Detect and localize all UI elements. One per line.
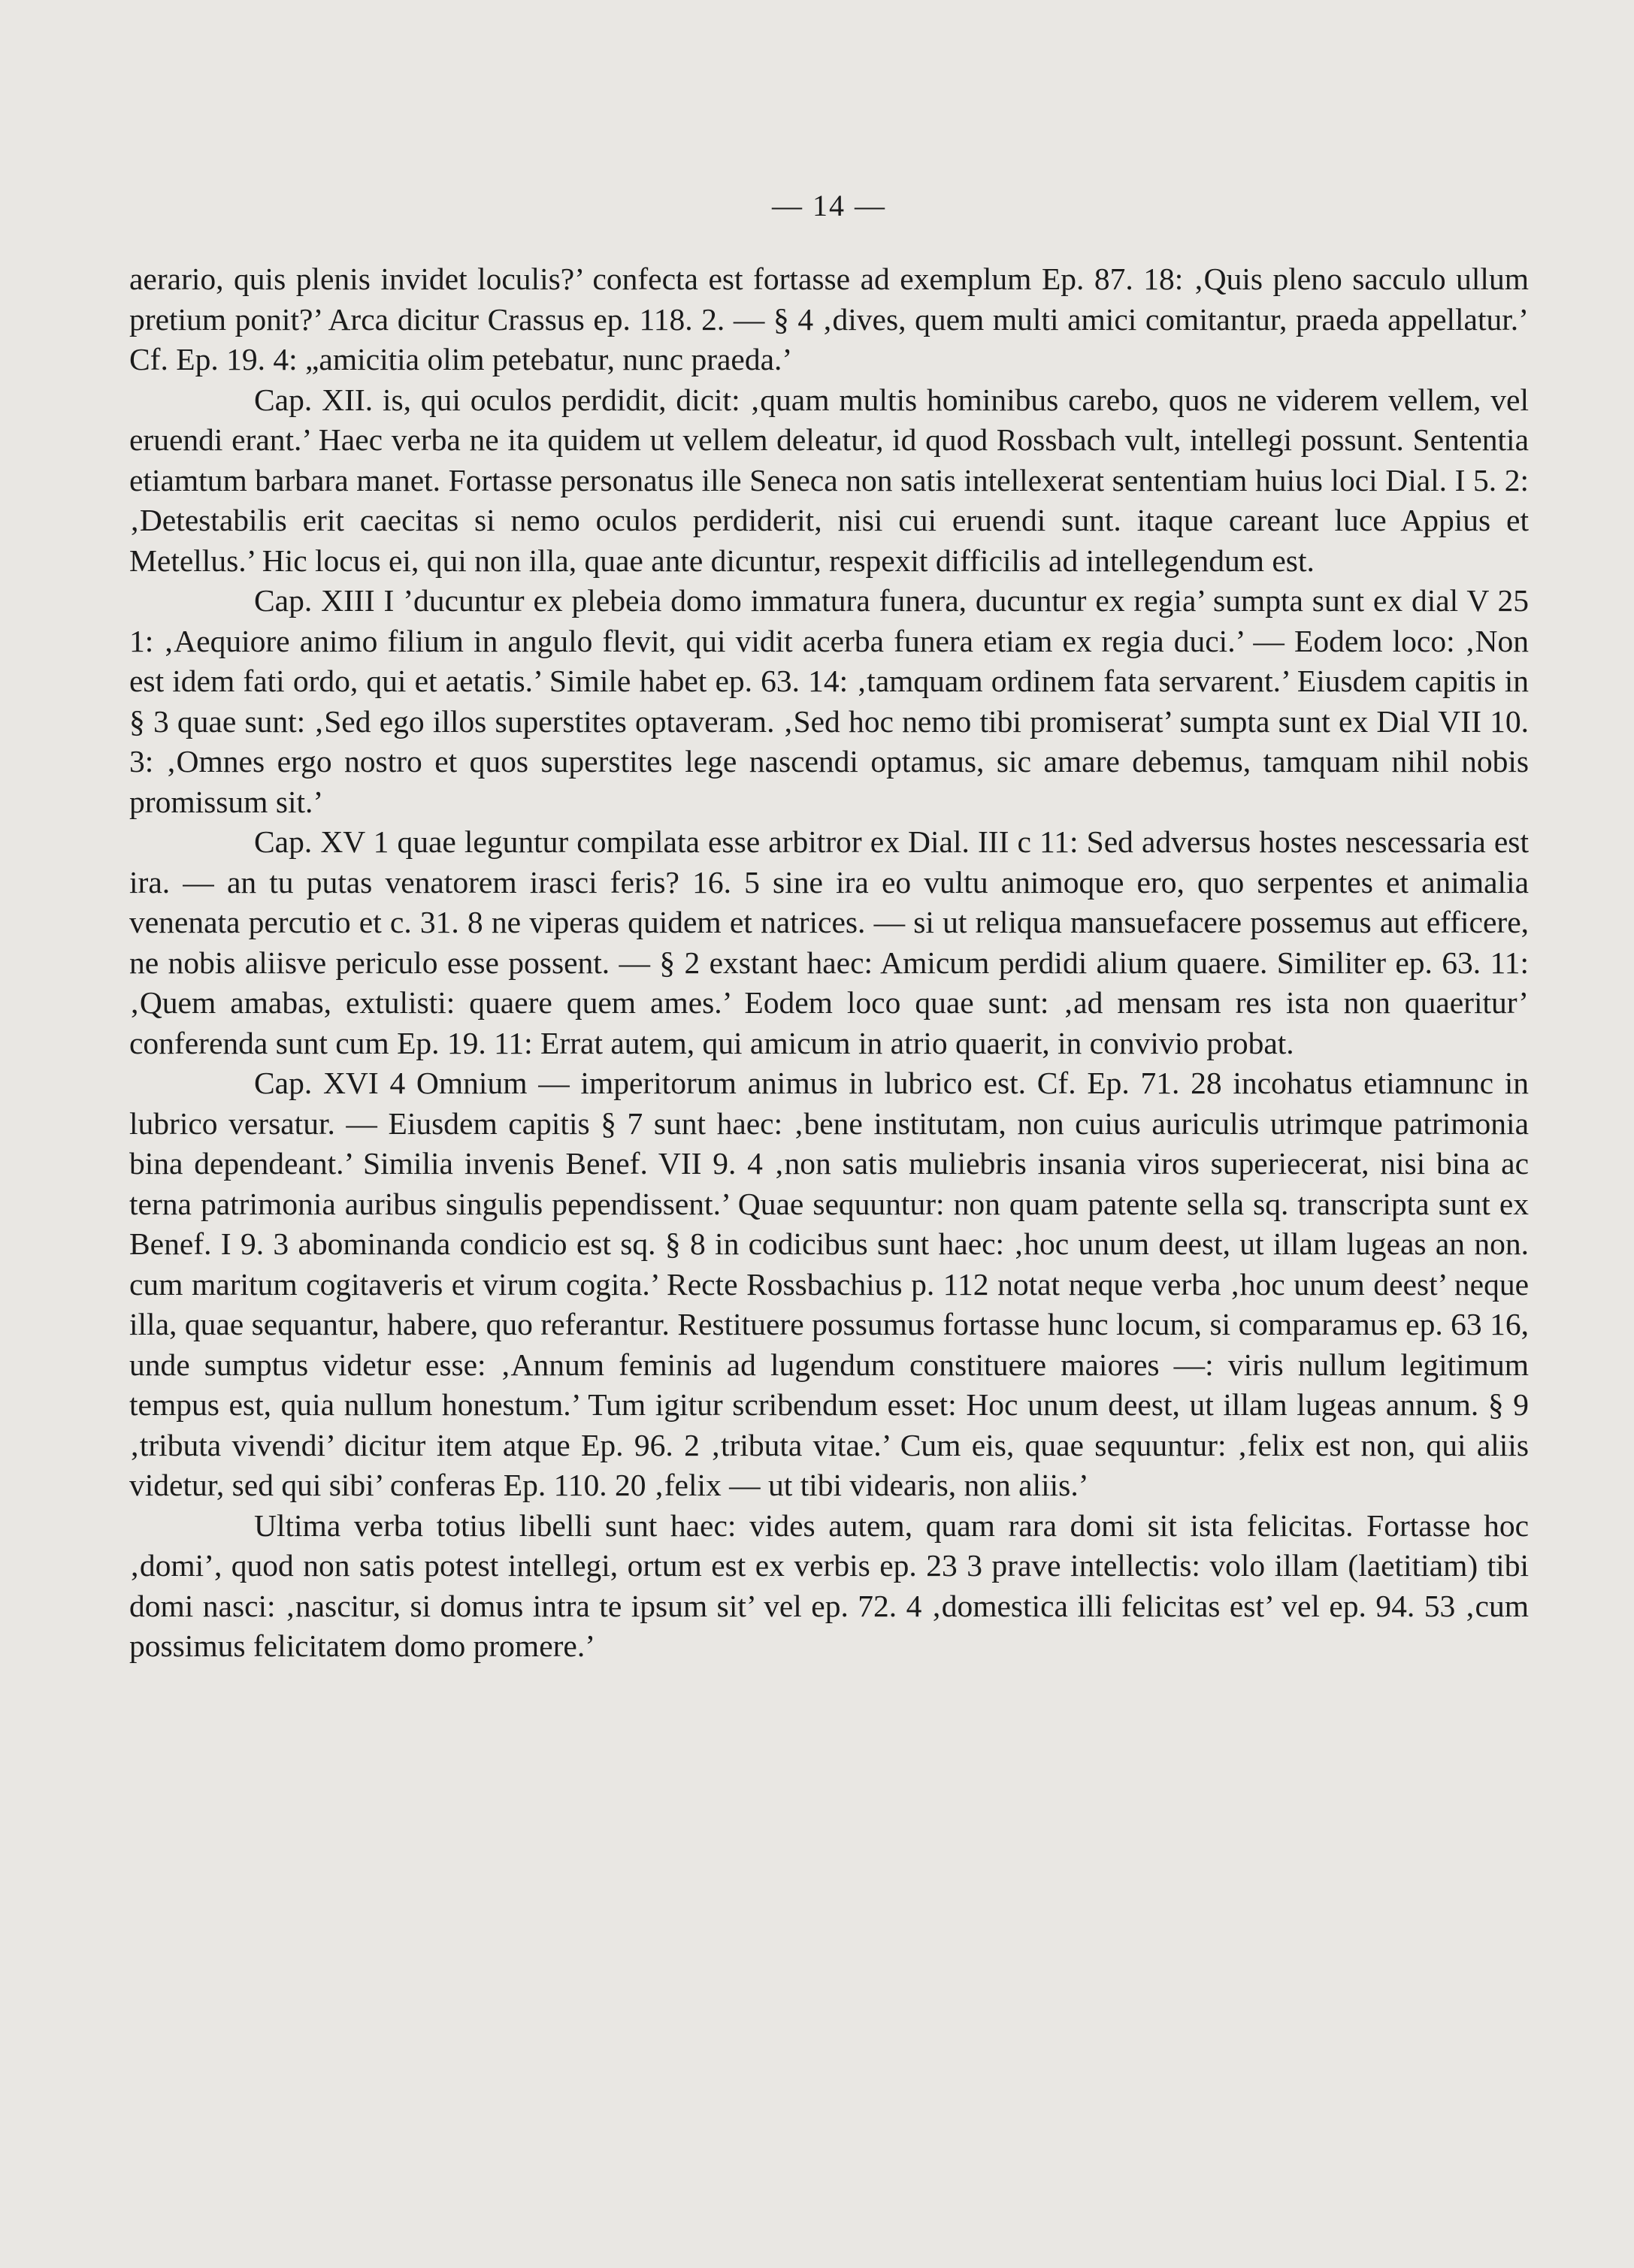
paragraph-cap-xv: Cap. XV 1 quae leguntur compilata esse arbitror ex Dial. III c 11: Sed adversus hostes nescessaria est ira. — an tu putas venatorem irasci feris? 16. 5 sine ira eo vultu animoque ero, quo serpentes et animalia venenata percutio et c. 31. 8 ne viperas quidem et natrices. — si ut reliqua mansuefacere possemus aut efficere, ne nobis aliisve periculo esse possent. — § 2 exstant haec: Amicum perdidi alium quaere. Similiter ep. 63. 11: ‚Quem amabas, extulisti: quaere quem ames.’ Eodem loco quae sunt: ‚ad mensam res ista non quaeritur’ conferenda sunt cum Ep. 19. 11: Errat autem, qui amicum in atrio quaerit, in convivio probat. (129, 824, 1529, 1060)
paragraph-cap-xii: Cap. XII. is, qui oculos perdidit, dicit: ‚quam multis hominibus carebo, quos ne viderem vellem, vel eruendi erant.’ Haec verba ne ita quidem ut vellem deleatur, id quod Rossbach vult, intellegi possunt. Sententia etiamtum barbara manet. Fortasse personatus ille Seneca non satis intellexerat sententiam huius loci Dial. I 5. 2: ‚Detestabilis erit caecitas si nemo oculos perdiderit, nisi cui eruendi sunt. itaque careant luce Appius et Metellus.’ Hic locus ei, qui non illa, quae ante dicuntur, respexit difficilis ad intellegendum est. (129, 382, 1529, 578)
paragraph-ultima-verba: Ultima verba totius libelli sunt haec: vides autem, quam rara domi sit ista felicitas. Fortasse hoc ‚domi’, quod non satis potest intellegi, ortum est ex verbis ep. 23 3 prave intellectis: volo illam (laetitiam) tibi domi nasci: ‚nascitur, si domus intra te ipsum sit’ vel ep. 72. 4 ‚domestica illi felicitas est’ vel ep. 94. 53 ‚cum possimus felicitatem domo promere.’ (129, 1507, 1529, 1663)
paragraph-cap-xvi: Cap. XVI 4 Omnium — imperitorum animus in lubrico est. Cf. Ep. 71. 28 incohatus etiamnunc in lubrico versatur. — Eiusdem capitis § 7 sunt haec: ‚bene institutam, non cuius auriculis utrimque patrimonia bina dependeant.’ Similia invenis Benef. VII 9. 4 ‚non satis muliebris insania viros superiecerat, nisi bina ac terna patrimonia auribus singulis pependissent.’ Quae sequuntur: non quam patente sella sq. transcripta sunt ex Benef. I 9. 3 abominanda condicio est sq. § 8 in codicibus sunt haec: ‚hoc unum deest, ut illam lugeas an non. cum maritum cogitaveris et virum cogita.’ Recte Rossbachius p. 112 notat neque verba ‚hoc unum deest’ neque illa, quae sequantur, habere, quo referantur. Restituere possumus fortasse hunc locum, si comparamus ep. 63 16, unde sumptus videtur esse: ‚Annum feminis ad lugendum constituere maiores —: viris nullum legitimum tempus est, quia nullum honestum.’ Tum igitur scribendum esset: Hoc unum deest, ut illam lugeas annum. § 9 ‚tributa vivendi’ dicitur item atque Ep. 96. 2 ‚tributa vitae.’ Cum eis, quae sequuntur: ‚felix est non, qui aliis videtur, sed qui sibi’ conferas Ep. 110. 20 ‚felix — ut tibi videaris, non aliis.’ (129, 1066, 1529, 1502)
paragraph-continuation: aerario, quis plenis invidet loculis?’ confecta est fortasse ad exemplum Ep. 87. 18: ‚Quis pleno sacculo ullum pretium ponit?’ Arca dicitur Crassus ep. 118. 2. — § 4 ‚dives, quem multi amici comitantur, praeda appellatur.’ Cf. Ep. 19. 4: „amicitia olim petebatur, nunc praeda.’ (129, 262, 1529, 376)
page-number: — 14 — (772, 189, 886, 222)
paragraph-cap-xiii: Cap. XIII I ’ducuntur ex plebeia domo immatura funera, ducuntur ex regia’ sumpta sunt ex dial V 25 1: ‚Aequiore animo filium in angulo flevit, qui vidit acerba funera etiam ex regia duci.’ — Eodem loco: ‚Non est idem fati ordo, qui et aetatis.’ Simile habet ep. 63. 14: ‚tamquam ordinem fata servarent.’ Eiusdem capitis in § 3 quae sunt: ‚Sed ego illos superstites optaveram. ‚Sed hoc nemo tibi promiserat’ sumpta sunt ex Dial VII 10. 3: ‚Omnes ergo nostro et quos superstites lege nascendi optamus, sic amare debemus, tamquam nihil nobis promissum sit.’ (129, 583, 1529, 819)
